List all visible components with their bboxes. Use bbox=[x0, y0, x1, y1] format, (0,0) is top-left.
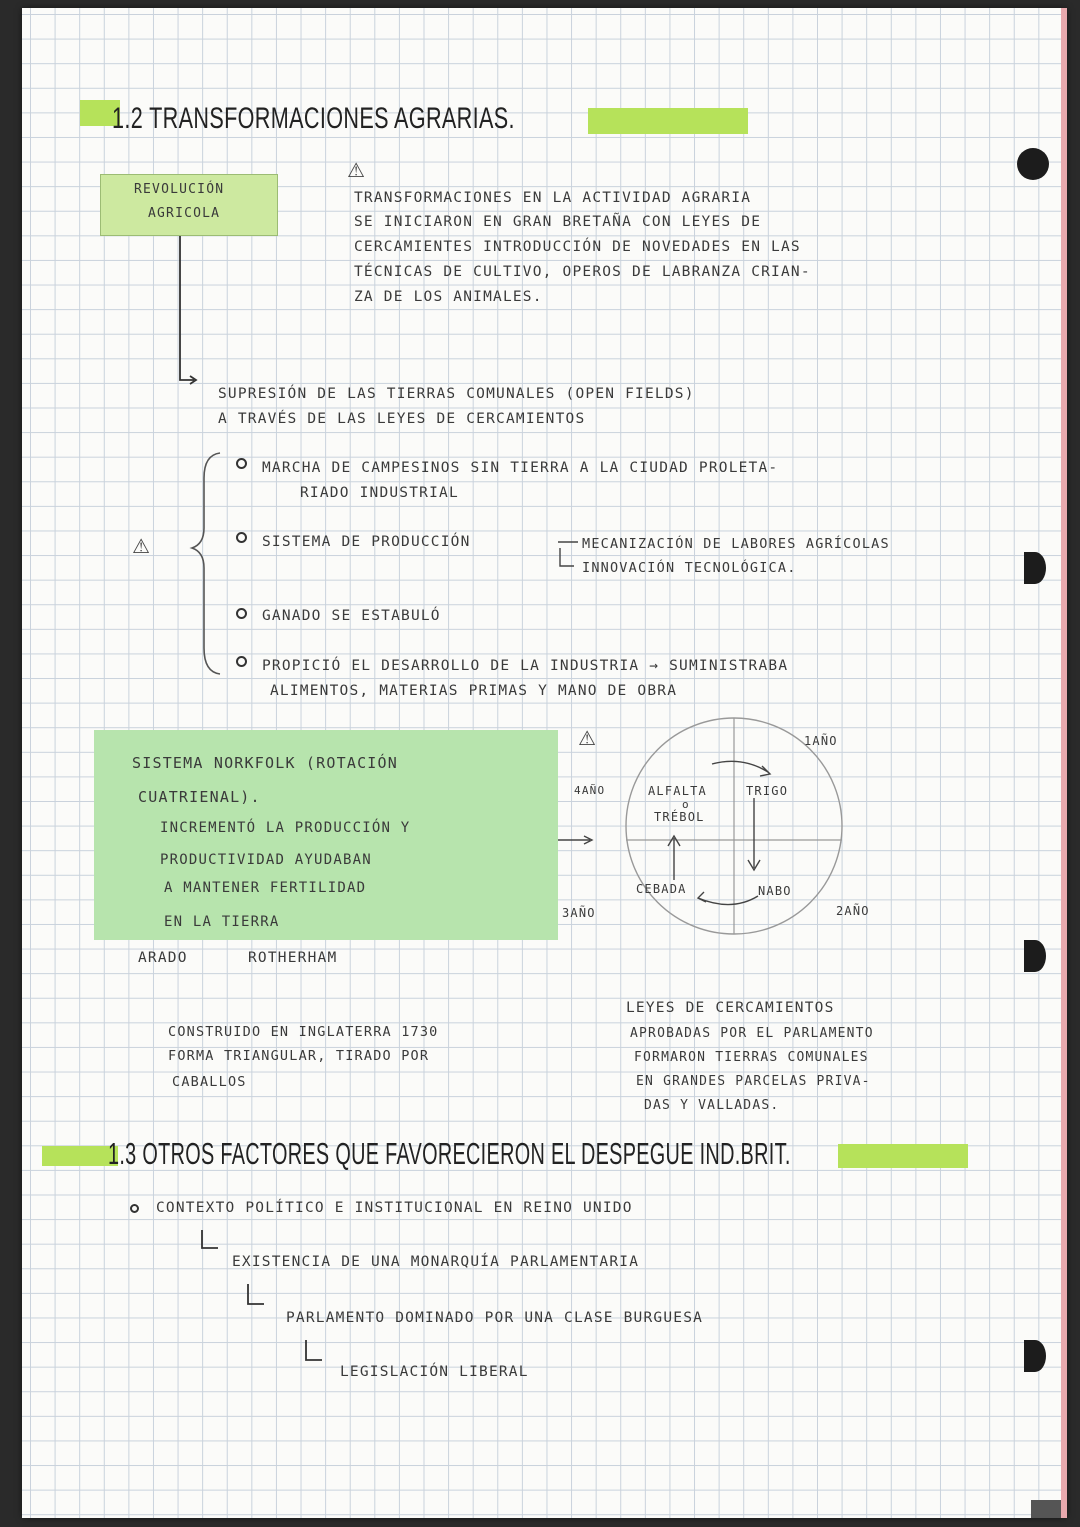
chain-step: PARLAMENTO DOMINADO POR UNA CLASE BURGUESA bbox=[286, 1310, 704, 1326]
year-label: 4AÑO bbox=[574, 784, 606, 797]
topic-tag-line2: AGRICOLA bbox=[148, 206, 221, 221]
arado-line: CABALLOS bbox=[172, 1074, 247, 1090]
arado-title: ARADO bbox=[138, 950, 188, 966]
crop-label: o bbox=[682, 798, 690, 811]
bullet-point bbox=[236, 608, 247, 619]
bullet-point bbox=[236, 532, 247, 543]
norfolk-line: EN LA TIERRA bbox=[164, 914, 280, 930]
intro-line: CERCAMIENTES INTRODUCCIÓN DE NOVEDADES EN LAS bbox=[354, 239, 801, 255]
arado-title: ROTHERHAM bbox=[248, 950, 338, 966]
contexto-text: CONTEXTO POLÍTICO E INSTITUCIONAL EN REINO UNIDO bbox=[156, 1200, 633, 1216]
supresion-line: A TRAVÉS DE LAS LEYES DE CERCAMIENTOS bbox=[218, 411, 586, 427]
year-label: 2AÑO bbox=[836, 904, 870, 918]
leyes-line: APROBADAS POR EL PARLAMENTO bbox=[630, 1026, 874, 1041]
bullet-text: SISTEMA DE PRODUCCIÓN bbox=[262, 534, 471, 550]
title-highlight-left bbox=[42, 1146, 118, 1166]
leyes-line: EN GRANDES PARCELAS PRIVA- bbox=[636, 1074, 871, 1089]
chain-step: EXISTENCIA DE UNA MONARQUÍA PARLAMENTARIA bbox=[232, 1254, 640, 1270]
bullet-brace bbox=[192, 453, 220, 674]
branch-text: MECANIZACIÓN DE LABORES AGRÍCOLAS bbox=[582, 536, 890, 552]
section-title: 1.2 TRANSFORMACIONES AGRARIAS. bbox=[112, 102, 515, 135]
crop-label: NABO bbox=[758, 884, 792, 898]
arado-line: CONSTRUIDO EN INGLATERRA 1730 bbox=[168, 1024, 439, 1040]
notebook-page bbox=[22, 8, 1067, 1518]
warning-icon: ⚠ bbox=[347, 158, 365, 182]
intro-line: SE INICIARON EN GRAN BRETAÑA CON LEYES DE bbox=[354, 214, 762, 230]
warning-icon: ⚠ bbox=[578, 726, 596, 750]
leyes-line: FORMARON TIERRAS COMUNALES bbox=[634, 1050, 869, 1065]
intro-line: TRANSFORMACIONES EN LA ACTIVIDAD AGRARIA bbox=[354, 190, 752, 206]
norfolk-line: PRODUCTIVIDAD AYUDABAN bbox=[160, 852, 372, 868]
arado-line: FORMA TRIANGULAR, TIRADO POR bbox=[168, 1048, 430, 1064]
intro-line: ZA DE LOS ANIMALES. bbox=[354, 289, 543, 305]
year-label: 1AÑO bbox=[804, 734, 838, 748]
topic-tag-line1: REVOLUCIÓN bbox=[134, 182, 225, 197]
crop-label: TRÉBOL bbox=[654, 810, 705, 824]
crop-label: CEBADA bbox=[636, 882, 687, 896]
bullet-text: MARCHA DE CAMPESINOS SIN TIERRA A LA CIUDAD PROLETA- bbox=[262, 460, 779, 476]
bullet-text: PROPICIÓ EL DESARROLLO DE LA INDUSTRIA → SUMINISTRABA bbox=[262, 658, 789, 674]
chain-step: LEGISLACIÓN LIBERAL bbox=[340, 1364, 529, 1380]
norfolk-line: INCREMENTÓ LA PRODUCCIÓN Y bbox=[160, 820, 411, 836]
bullet-text: RIADO INDUSTRIAL bbox=[300, 485, 459, 501]
norfolk-line: A MANTENER FERTILIDAD bbox=[164, 880, 367, 896]
intro-line: TÉCNICAS DE CULTIVO, OPEROS DE LABRANZA CRIAN- bbox=[354, 264, 811, 280]
leyes-line: DAS Y VALLADAS. bbox=[644, 1098, 780, 1113]
section-title: 1.3 OTROS FACTORES QUE FAVORECIERON EL DESPEGUE IND.BRIT. bbox=[108, 1136, 791, 1171]
leyes-line: LEYES DE CERCAMIENTOS bbox=[626, 1000, 835, 1016]
norfolk-line: SISTEMA NORKFOLK (ROTACIÓN bbox=[132, 754, 398, 772]
bullet-point bbox=[236, 458, 247, 469]
crop-label: ALFALTA bbox=[648, 784, 707, 798]
bullet-point bbox=[236, 656, 247, 667]
bullet-point bbox=[130, 1204, 139, 1213]
year-label: 3AÑO bbox=[562, 906, 596, 920]
crop-label: TRIGO bbox=[746, 784, 789, 798]
connector-arrow bbox=[180, 236, 194, 380]
bullet-text: GANADO SE ESTABULÓ bbox=[262, 608, 441, 624]
supresion-line: SUPRESIÓN DE LAS TIERRAS COMUNALES (OPEN FIELDS) bbox=[218, 386, 695, 402]
title-highlight-right bbox=[838, 1144, 968, 1168]
branch-text: INNOVACIÓN TECNOLÓGICA. bbox=[582, 560, 797, 576]
bullet-text: ALIMENTOS, MATERIAS PRIMAS Y MANO DE OBRA bbox=[270, 683, 678, 699]
warning-icon: ⚠ bbox=[132, 534, 150, 558]
norfolk-line: CUATRIENAL). bbox=[138, 788, 261, 806]
